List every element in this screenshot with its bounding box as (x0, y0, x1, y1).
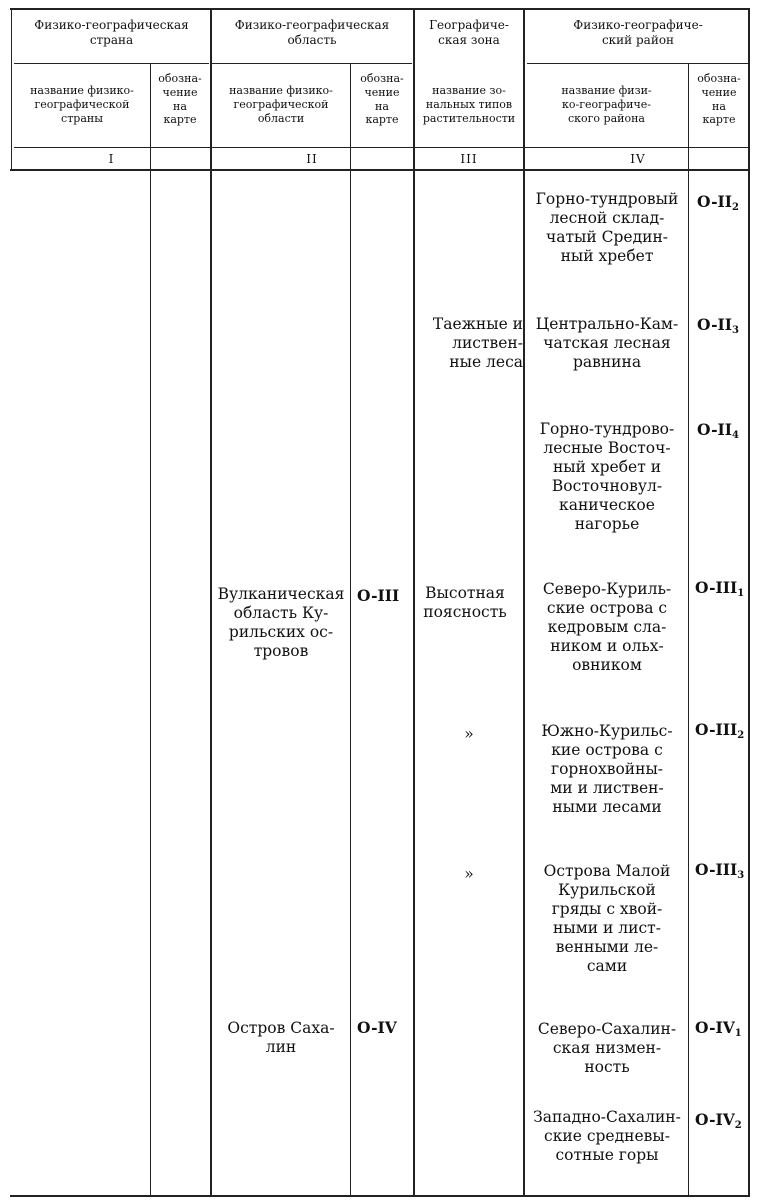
rule-top (10, 8, 750, 10)
header-region-group: Физико-географическая область (234, 18, 390, 47)
region-name: Вулканическая область Ку- рильских ос- тровов (217, 585, 345, 660)
district-name: Западно-Сахалин- ские средневы- сотные горы (533, 1108, 681, 1164)
column-number: III (460, 152, 478, 166)
column-number: II (306, 152, 318, 166)
district-name: Острова Малой Курильской гряды с хвой- ными и лист- венными ле- сами (543, 862, 671, 975)
district-code: $O-II_3$ (697, 315, 739, 336)
district-name: Южно-Курильс- кие острова с горнохвойны- ми и листвен- ными лесами (541, 722, 673, 816)
rule-header-group-2 (212, 63, 412, 64)
district-code: $O-III_3$ (695, 860, 745, 881)
district-name: Северо-Куриль- ские острова с кедровым сла- ником и ольх- овником (542, 580, 672, 674)
rule-header-group (14, 63, 209, 64)
rule-numbering-bottom (10, 169, 750, 171)
district-code: $O-III_2$ (695, 720, 745, 741)
header-district-name: название физи- ко-географиче- ского района (561, 84, 652, 125)
header-country-name: название физико- географической страны (30, 84, 134, 125)
column-number: I (108, 152, 115, 166)
rule-v-6 (688, 63, 689, 1195)
region-name: Остров Саха- лин (227, 1019, 335, 1056)
rule-v-5 (523, 8, 525, 1196)
region-code: O-IV (357, 1018, 397, 1037)
district-name: Северо-Сахалин- ская низмен- ность (537, 1020, 677, 1076)
district-code: $O-II_4$ (697, 420, 739, 441)
header-district-group: Физико-географиче- ский район (573, 18, 703, 47)
district-code: $O-II_2$ (697, 192, 739, 213)
column-number: IV (630, 152, 646, 166)
zone-ditto: » (464, 865, 474, 883)
district-code: $O-IV_1$ (695, 1018, 742, 1039)
zone-name: Таежные и листвен- ные леса (432, 315, 523, 371)
district-code: $O-III_1$ (695, 578, 745, 599)
header-district-code: обозна- чение на карте (697, 72, 741, 127)
zone-name: Высотная поясность (423, 584, 507, 621)
rule-header-group-4 (527, 63, 749, 64)
rule-v-1 (150, 63, 151, 1195)
zone-ditto: » (464, 725, 474, 743)
district-name: Центрально-Кам- чатская лесная равнина (535, 315, 679, 371)
header-country-code: обозна- чение на карте (158, 72, 202, 127)
header-region-name: название физико- географической области (229, 84, 333, 125)
rule-v-3 (350, 63, 351, 1195)
rule-v-right (748, 8, 750, 1196)
district-name: Горно-тундровый лесной склад- чатый Средин- ный хребет (535, 190, 679, 265)
header-country-group: Физико-географическая страна (34, 18, 189, 47)
district-code: $O-IV_2$ (695, 1110, 742, 1131)
region-code: O-III (357, 586, 400, 605)
rule-header-bottom (14, 147, 749, 148)
rule-bottom (10, 1195, 750, 1197)
header-zone-group: Географиче- ская зона (429, 18, 509, 47)
rule-v-left (11, 8, 12, 170)
header-zone-name: название зо- нальных типов растительности (422, 84, 516, 125)
header-region-code: обозна- чение на карте (360, 72, 404, 127)
district-name: Горно-тундрово- лесные Восточ- ный хребет и Восточновул- каническое нагорье (539, 420, 675, 533)
